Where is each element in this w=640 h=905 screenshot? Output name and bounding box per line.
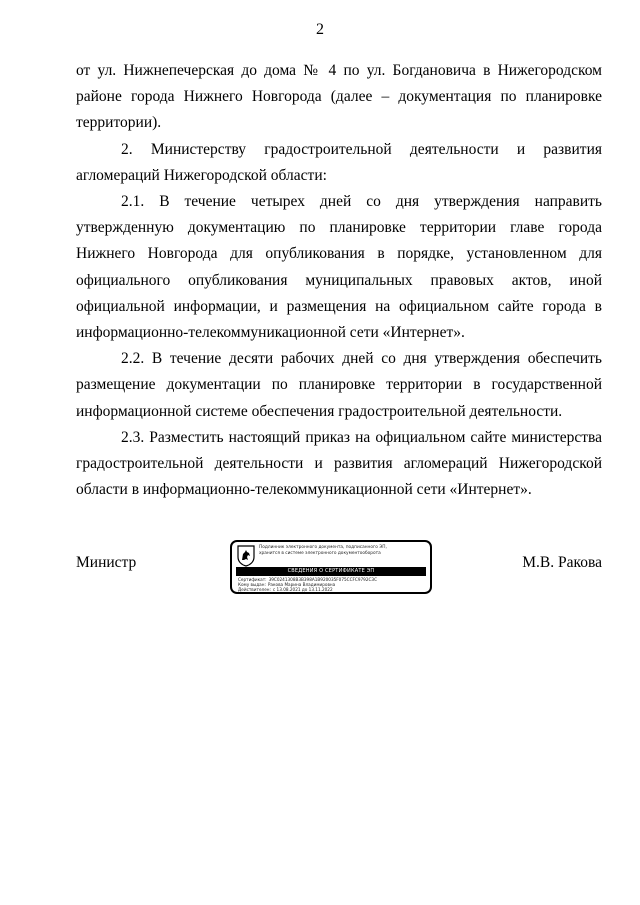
- document-body: [76, 58, 602, 503]
- signatory-position: Министр: [76, 554, 137, 571]
- paragraph-item-2-2: 2.2. В течение десяти рабочих дней со дня утверждения обеспечить размещение документации по планировке территории в государственной информационной системе обеспечения градостроительной деятельности.: [76, 350, 602, 420]
- paragraph-continuation: от ул. Нижнепечерская до дома № 4 по ул. Богдановича в Нижегородском районе города Нижнего Новгорода (далее – документация по планировке территории).: [76, 62, 602, 132]
- stamp-title: СВЕДЕНИЯ О СЕРТИФИКАТЕ ЭП: [236, 567, 426, 576]
- paragraph-item-2-3: 2.3. Разместить настоящий приказ на официальном сайте министерства градостроительной деятельности и развития агломераций Нижегородской области в информационно-телекоммуникационной сети «Интернет».: [76, 428, 602, 499]
- electronic-signature-stamp: [230, 540, 432, 594]
- paragraph-item-2-1: 2.1. В течение четырех дней со дня утверждения направить утвержденную документацию по планировке территории главе города Нижнего Новгорода для опубликования в порядке, установленном для официального опубликования муниципальных правовых актов, иной официальной информации, и размещения на официальном сайте города в информационно-телекоммуникационной сети «Интернет».: [76, 193, 602, 342]
- stamp-certificate-row: Сертификат: 39C0241308B3B398A1B920035F075CCFC9792C3C: [238, 577, 378, 582]
- stamp-header: Подлинник электронного документа, подписанного ЭП, хранится в системе электронного документооборота: [259, 545, 387, 556]
- paragraph-item-2: 2. Министерству градостроительной деятельности и развития агломераций Нижегородской области:: [76, 140, 602, 184]
- signatory-name: М.В. Ракова: [522, 554, 602, 571]
- stamp-certificate-details: [238, 577, 428, 593]
- stamp-valid-row: Действителен: с 13.08.2021 до 13.11.2022: [238, 587, 333, 593]
- nizhny-novgorod-coat-of-arms-icon: [237, 545, 255, 567]
- stamp-issued-to-row: Кому выдан: Ракова Марина Владимировна: [238, 582, 336, 588]
- page-number: 2: [316, 21, 324, 38]
